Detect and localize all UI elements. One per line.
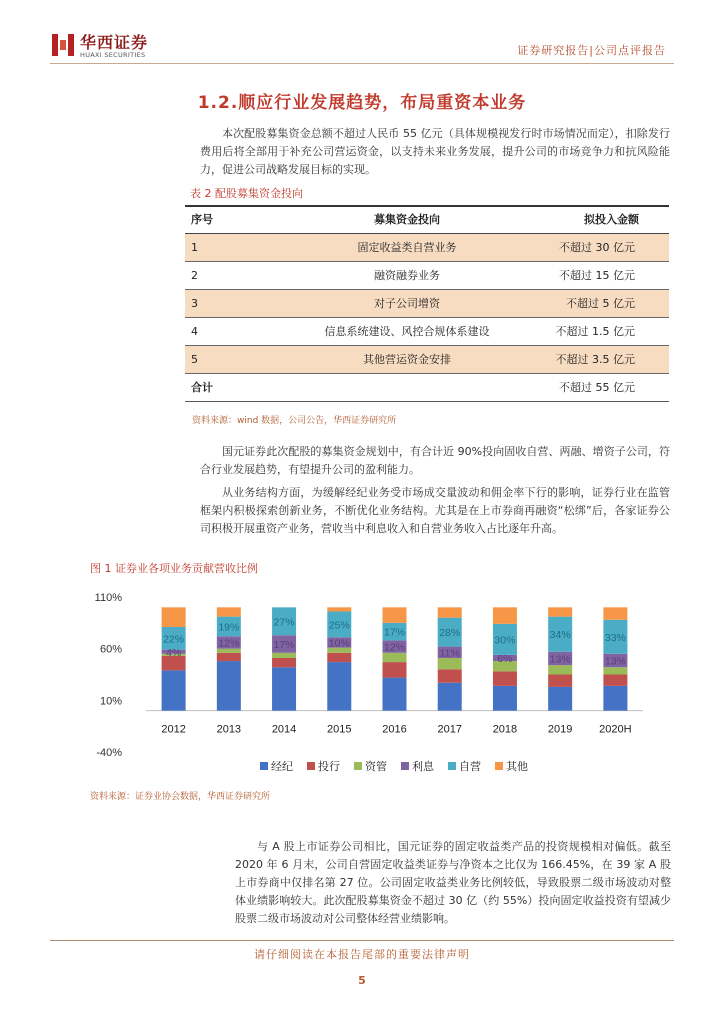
data-label: 13% bbox=[604, 655, 626, 668]
bar-经纪 bbox=[438, 683, 462, 711]
table-row bbox=[185, 233, 669, 261]
bar-其他 bbox=[217, 607, 241, 616]
legend-label: 投行 bbox=[318, 760, 340, 773]
bar-投行 bbox=[217, 653, 241, 661]
bar-其他 bbox=[548, 607, 572, 616]
legend-label: 其他 bbox=[506, 760, 528, 773]
bar-资管 bbox=[438, 658, 462, 669]
data-label: 10% bbox=[328, 637, 350, 650]
data-label: 6% bbox=[497, 652, 513, 665]
row-use: 对子公司增资 bbox=[295, 289, 519, 317]
row-no: 5 bbox=[185, 345, 295, 373]
row-no: 3 bbox=[185, 289, 295, 317]
bar-投行 bbox=[383, 662, 407, 678]
legend-swatch bbox=[401, 762, 409, 770]
table-header-row bbox=[185, 205, 669, 233]
total-label: 合计 bbox=[185, 373, 295, 401]
bar-经纪 bbox=[217, 661, 241, 711]
row-use: 其他营运资金安排 bbox=[295, 345, 519, 373]
y-tick-label: 10% bbox=[99, 695, 122, 708]
bar-经纪 bbox=[272, 667, 296, 710]
header-amount: 拟投入金额 bbox=[519, 205, 669, 233]
table-row bbox=[185, 289, 669, 317]
x-tick-label: 2016 bbox=[382, 723, 407, 736]
x-tick-label: 2018 bbox=[492, 723, 518, 736]
legend-swatch bbox=[448, 762, 456, 770]
figure-caption: 图 1 证券业各项业务贡献营收比例 bbox=[90, 562, 258, 575]
bar-经纪 bbox=[548, 687, 572, 711]
data-label: 34% bbox=[549, 629, 571, 642]
paragraph-1: 本次配股募集资金总额不超过人民币 55 亿元（具体规模视发行时市场情况而定），扣除发行费用后将全部用于补充公司营运资金，以支持未来业务发展，提升公司的市场竞争力和抗风险能力，促进公司战略发展目标的实现。 bbox=[200, 127, 670, 176]
data-label: 30% bbox=[494, 634, 516, 647]
allocation-table bbox=[185, 205, 669, 402]
bar-投行 bbox=[327, 653, 351, 662]
bar-其他 bbox=[493, 607, 517, 624]
header-use: 募集资金投向 bbox=[295, 205, 519, 233]
x-tick-label: 2017 bbox=[437, 723, 462, 736]
bar-经纪 bbox=[493, 686, 517, 711]
data-label: 28% bbox=[439, 627, 461, 640]
row-no: 1 bbox=[185, 233, 295, 261]
table-caption: 表 2 配股募集资金投向 bbox=[190, 187, 303, 200]
x-tick-label: 2020H bbox=[599, 723, 632, 736]
bar-资管 bbox=[383, 653, 407, 662]
paragraph-4: 与 A 股上市证券公司相比，国元证券的固定收益类产品的投资规模相对偏低。截至 2020 年 6 月末，公司自营固定收益类证券与净资本之比仅为 166.45%，在 39 家 A 股上市券商中仅排名第 27 位。公司固定收益类业务比例较低，导致股票二级市场波动对整体业绩影响较大。此次配股募集资金不超过 30 亿（约 55%）投向固定收益投资有望减少股票二级市场波动对公司整体经营业绩影响。 bbox=[235, 840, 671, 925]
revenue-share-chart bbox=[88, 585, 668, 785]
data-label: 12% bbox=[218, 637, 240, 650]
header-no: 序号 bbox=[185, 205, 295, 233]
table-row bbox=[185, 317, 669, 345]
y-tick-label: 60% bbox=[99, 643, 122, 656]
data-label: 12% bbox=[383, 641, 406, 654]
data-label: 33% bbox=[604, 631, 626, 644]
figure-source: 资料来源：证券业协会数据，华西证券研究所 bbox=[90, 792, 271, 802]
bar-投行 bbox=[272, 658, 296, 667]
table-total-row bbox=[185, 373, 669, 401]
data-label: 4% bbox=[166, 646, 182, 659]
bar-其他 bbox=[383, 607, 407, 623]
legend-label: 资管 bbox=[365, 760, 387, 773]
page-number: 5 bbox=[358, 974, 366, 987]
footer-divider bbox=[50, 940, 674, 941]
bar-资管 bbox=[272, 653, 296, 658]
legend-swatch bbox=[354, 762, 362, 770]
row-use: 固定收益类自营业务 bbox=[295, 233, 519, 261]
x-tick-label: 2015 bbox=[327, 723, 352, 736]
y-tick-label: -40% bbox=[96, 747, 122, 759]
legend-swatch bbox=[307, 762, 315, 770]
total-amount: 不超过 55 亿元 bbox=[519, 373, 669, 401]
bar-经纪 bbox=[327, 662, 351, 711]
footer-disclaimer: 请仔细阅读在本报告尾部的重要法律声明 bbox=[254, 948, 470, 961]
section-title: 1.2.顺应行业发展趋势，布局重资本业务 bbox=[197, 93, 527, 113]
bar-投行 bbox=[603, 675, 627, 686]
row-amount: 不超过 15 亿元 bbox=[519, 261, 669, 289]
x-tick-label: 2014 bbox=[271, 723, 297, 736]
data-label: 11% bbox=[439, 647, 460, 660]
legend-label: 自营 bbox=[459, 760, 481, 773]
bar-其他 bbox=[327, 607, 351, 611]
paragraph-3: 从业务结构方面，为缓解经纪业务受市场成交量波动和佣金率下行的影响，证券行业在监管框架内积极探索创新业务，不断优化业务结构。尤其是在上市券商再融资“松绑”后，各家证券公司积极开展重资产业务，营收当中利息收入和自营业务收入占比逐年升高。 bbox=[200, 486, 670, 535]
huaxi-logo-icon bbox=[50, 32, 76, 58]
row-no: 2 bbox=[185, 261, 295, 289]
paragraph-2: 国元证券此次配股的募集资金规划中，有合计近 90%投向固收自营、两融、增资子公司，符合行业发展趋势，有望提升公司的盈利能力。 bbox=[200, 445, 670, 476]
data-label: 27% bbox=[273, 616, 295, 629]
legend-swatch bbox=[260, 762, 268, 770]
bar-经纪 bbox=[162, 670, 186, 710]
data-label: 17% bbox=[273, 639, 295, 652]
data-label: 22% bbox=[163, 633, 185, 646]
x-tick-label: 2012 bbox=[161, 723, 186, 736]
data-label: 25% bbox=[328, 619, 350, 632]
bar-投行 bbox=[548, 675, 572, 687]
bar-其他 bbox=[438, 607, 462, 617]
bar-资管 bbox=[603, 667, 627, 674]
table-row bbox=[185, 345, 669, 373]
table-source: 资料来源：wind 数据，公司公告，华西证券研究所 bbox=[192, 416, 397, 426]
bar-其他 bbox=[603, 607, 627, 619]
data-label: 19% bbox=[218, 621, 240, 634]
row-amount: 不超过 1.5 亿元 bbox=[519, 317, 669, 345]
legend-label: 利息 bbox=[412, 760, 434, 773]
bar-资管 bbox=[548, 665, 572, 674]
x-tick-label: 2013 bbox=[216, 723, 242, 736]
bar-投行 bbox=[493, 671, 517, 685]
row-no: 4 bbox=[185, 317, 295, 345]
row-use: 融资融券业务 bbox=[295, 261, 519, 289]
logo-english: HUAXI SECURITIES bbox=[80, 51, 146, 59]
table-row bbox=[185, 261, 669, 289]
bar-其他 bbox=[162, 607, 186, 627]
row-amount: 不超过 3.5 亿元 bbox=[519, 345, 669, 373]
bar-经纪 bbox=[603, 686, 627, 711]
row-use: 信息系统建设、风控合规体系建设 bbox=[295, 317, 519, 345]
data-label: 13% bbox=[549, 653, 571, 666]
legend-swatch bbox=[495, 762, 503, 770]
legend-label: 经纪 bbox=[271, 760, 293, 773]
bar-经纪 bbox=[383, 678, 407, 711]
header-divider bbox=[50, 63, 674, 64]
x-tick-label: 2019 bbox=[547, 723, 573, 736]
data-label: 17% bbox=[383, 626, 406, 639]
bar-投行 bbox=[438, 669, 462, 682]
y-tick-label: 110% bbox=[94, 592, 122, 604]
logo-chinese: 华西证券 bbox=[80, 33, 149, 52]
row-amount: 不超过 30 亿元 bbox=[519, 233, 669, 261]
page-header bbox=[0, 0, 724, 72]
report-type: 证券研究报告|公司点评报告 bbox=[517, 44, 666, 57]
row-amount: 不超过 5 亿元 bbox=[519, 289, 669, 317]
